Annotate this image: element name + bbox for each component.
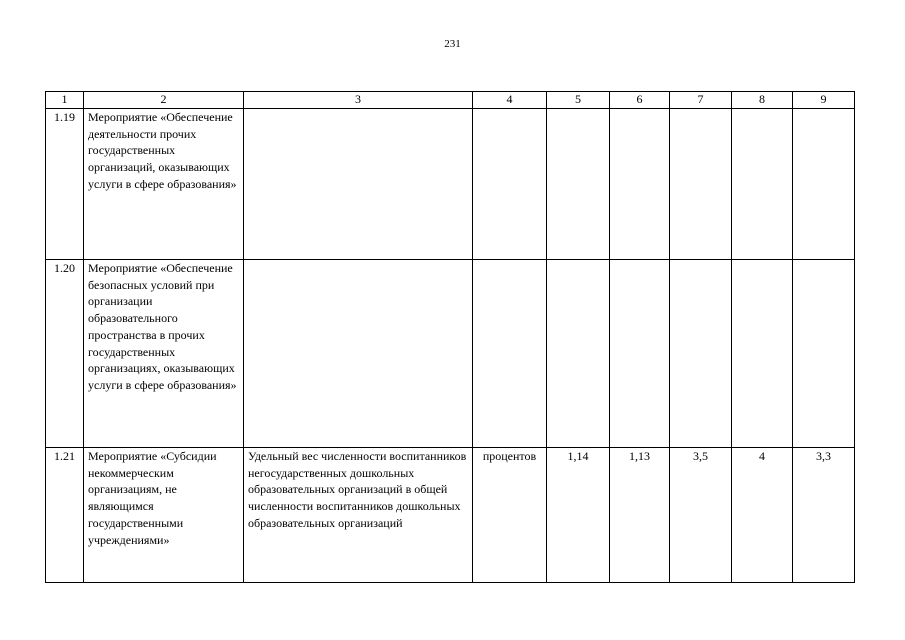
row-number-cell: 1.21 [46,448,84,583]
row-number-cell: 1.20 [46,260,84,448]
value-cell [670,109,732,260]
value-cell: 1,14 [547,448,610,583]
indicator-cell: Удельный вес численности воспитанников негосударственных дошкольных образовательных организаций в общей численности воспитанников дошкольных образовательных организаций [244,448,473,583]
column-number-cell: 7 [670,92,732,109]
column-number-cell: 8 [732,92,793,109]
indicator-cell [244,109,473,260]
value-cell: 3,5 [670,448,732,583]
table-row [46,260,855,448]
column-number-cell: 3 [244,92,473,109]
value-cell [670,260,732,448]
event-cell: Мероприятие «Обеспечение безопасных условий при организации образовательного пространства в прочих государственных организациях, оказывающих услуги в сфере образования» [84,260,244,448]
column-number-cell: 1 [46,92,84,109]
value-cell [610,109,670,260]
value-cell [732,260,793,448]
value-cell [547,260,610,448]
column-number-cell: 2 [84,92,244,109]
page-number: 231 [444,38,461,50]
unit-cell: процентов [473,448,547,583]
event-cell: Мероприятие «Обеспечение деятельности прочих государственных организаций, оказывающих услуги в сфере образования» [84,109,244,260]
value-cell [547,109,610,260]
table-row [46,448,855,583]
value-cell: 3,3 [793,448,855,583]
indicators-table [45,91,855,583]
value-cell: 1,13 [610,448,670,583]
event-cell: Мероприятие «Субсидии некоммерческим организациям, не являющимся государственными учреждениями» [84,448,244,583]
column-number-cell: 4 [473,92,547,109]
value-cell [610,260,670,448]
value-cell: 4 [732,448,793,583]
unit-cell [473,260,547,448]
value-cell [793,260,855,448]
column-number-cell: 6 [610,92,670,109]
column-number-cell: 9 [793,92,855,109]
value-cell [732,109,793,260]
unit-cell [473,109,547,260]
column-number-cell: 5 [547,92,610,109]
row-number-cell: 1.19 [46,109,84,260]
value-cell [793,109,855,260]
column-number-row [46,92,855,109]
table-row [46,109,855,260]
indicator-cell [244,260,473,448]
